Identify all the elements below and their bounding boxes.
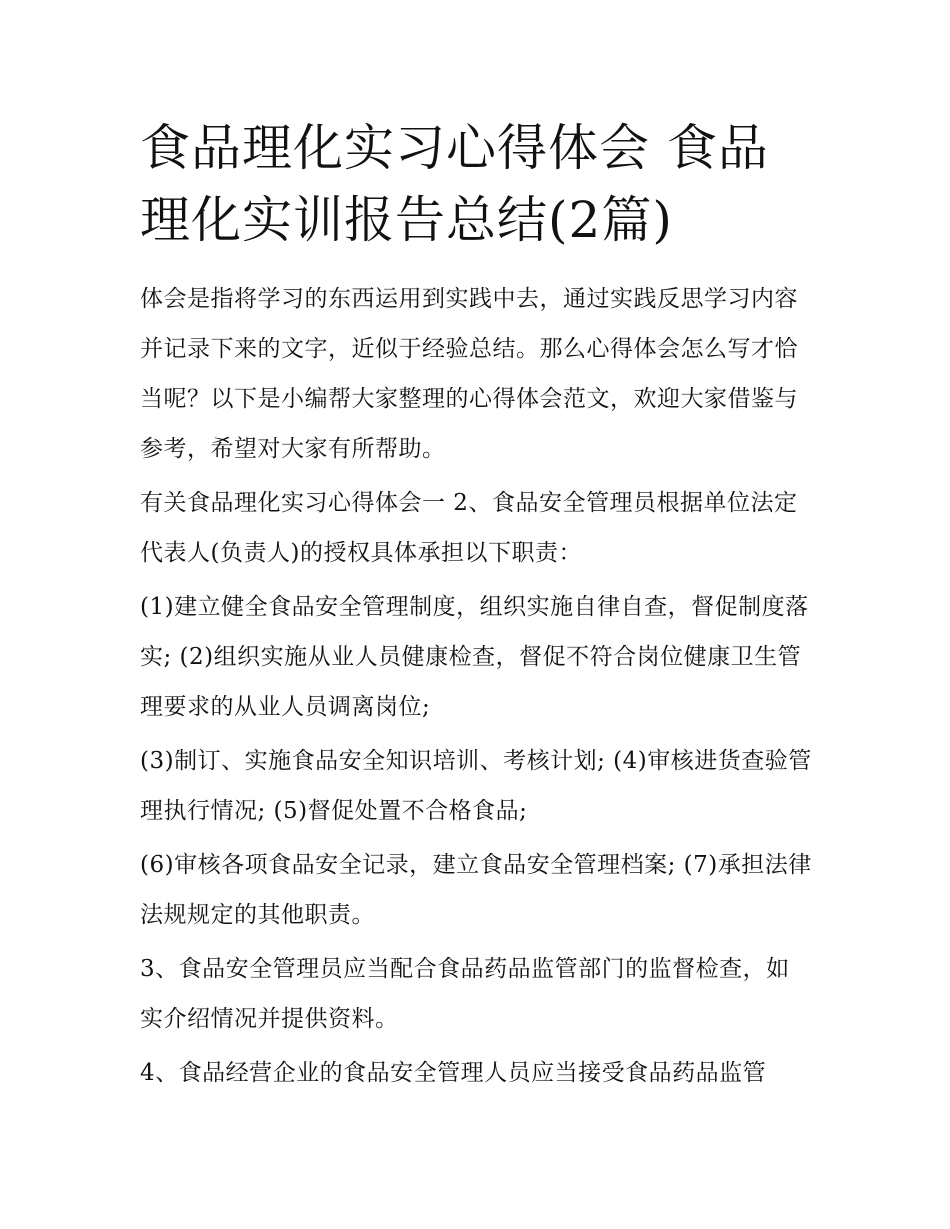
intro-paragraph: 体会是指将学习的东西运用到实践中去，通过实践反思学习内容并记录下来的文字，近似于经验总结。那么心得体会怎么写才恰当呢？以下是小编帮大家整理的心得体会范文，欢迎大家借鉴与参考，希望对大家有所帮助。	[140, 286, 798, 462]
item-three-paragraph: 3、食品安全管理员应当配合食品药品监管部门的监督检查，如实介绍情况并提供资料。	[140, 956, 790, 1032]
document-title: 食品理化实习心得体会 食品理化实训报告总结(2篇)	[140, 119, 769, 249]
duties-paragraph-3: (6)审核各项食品安全记录，建立食品安全管理档案; (7)承担法律法规规定的其他职责。	[140, 852, 812, 928]
document-body	[140, 112, 812, 1102]
duties-paragraph-1: (1)建立健全食品安全管理制度，组织实施自律自查，督促制度落实; (2)组织实施从业人员健康检查，督促不符合岗位健康卫生管理要求的从业人员调离岗位;	[140, 594, 809, 720]
item-four-paragraph: 4、食品经营企业的食品安全管理人员应当接受食品药品监管	[140, 1060, 767, 1086]
section-one-paragraph: 有关食品理化实习心得体会一 2、食品安全管理员根据单位法定代表人(负责人)的授权具体承担以下职责：	[140, 490, 798, 566]
duties-paragraph-2: (3)制订、实施食品安全知识培训、考核计划; (4)审核进货查验管理执行情况; (5)督促处置不合格食品;	[140, 748, 812, 824]
